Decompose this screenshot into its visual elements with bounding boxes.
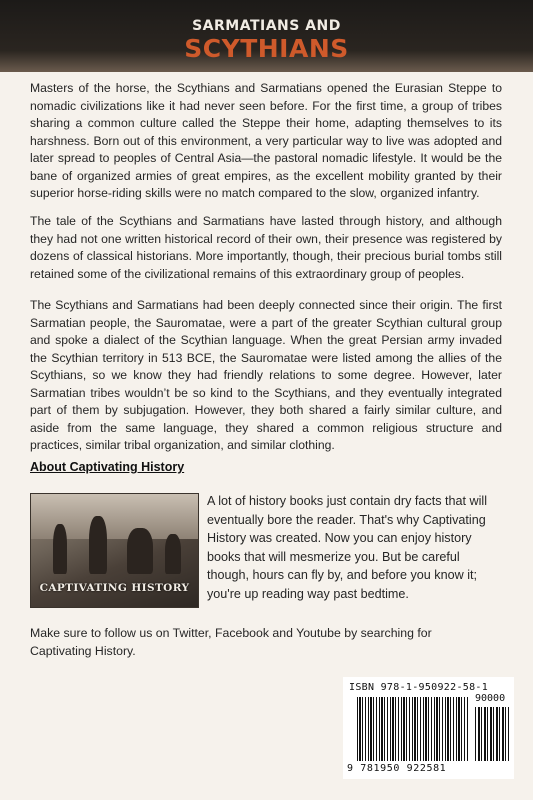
about-heading: About Captivating History xyxy=(30,460,185,474)
image-figure xyxy=(127,528,153,574)
blurb-paragraph-3: The Scythians and Sarmatians had been deeply connected since their origin. The first Sarmatian people, the Sauromatae, were a part of the greater Scythian cultural group and spoke a dialect of the Scythian language. When the great Persian army invaded the Scythian territory in 513 BCE, the Sauromatae were listed among the allies of the Scythians, so we know they had friendly relations to some degree. However, later Sarmatian tribes wouldn’t be so kind to the Scythians, and they eventually integrated part of them by subjugation. However, they both shared a fairly similar culture, and aside from the same language, they shared a common religious structure and practices, similar tribal organization, and similar clothing. xyxy=(30,298,502,452)
price-code: 90000 xyxy=(475,693,506,704)
barcode-bars xyxy=(357,697,469,761)
blurb-paragraph-1: Masters of the horse, the Scythians and Sarmatians opened the Eurasian Steppe to nomadic civilizations like it had never seen before. For the first time, a group of tribes sharing a common culture called the Steppe their home, adapting themselves to its harshness. Born out of this environment, a very particular way to live was adopted and later spread to peoples of Central Asia—the pastoral nomadic lifestyle. It would be the bane of organized armies of great empires, as the excellent mobility granted by their superior horse-riding skills were no match compared to the slow, organized infantry. xyxy=(30,81,502,200)
image-figure xyxy=(53,524,67,574)
book-title-line-1: SARMATIANS AND xyxy=(192,18,341,34)
barcode-digits: 9 781950 922581 xyxy=(347,763,447,774)
publisher-logo-text: CAPTIVATING HISTORY xyxy=(39,582,190,594)
publisher-image xyxy=(30,493,199,608)
cover-header xyxy=(0,0,533,72)
image-figure xyxy=(89,516,107,574)
about-text: A lot of history books just contain dry facts that will eventually bore the reader. That's why Captivating History was created. Now you can enjoy history books that will mesmerize you. But be careful though, hours can fly by, and before you know it; you're up reading way past bedtime. xyxy=(207,494,487,601)
book-title-line-2: SCYTHIANS xyxy=(184,34,349,63)
barcode-panel xyxy=(343,677,514,779)
isbn-label: ISBN 978-1-950922-58-1 xyxy=(349,682,489,693)
barcode-addon-bars xyxy=(475,707,509,761)
image-figure xyxy=(165,534,181,574)
follow-text: Make sure to follow us on Twitter, Facebook and Youtube by searching for Captivating History. xyxy=(30,626,432,658)
blurb-paragraph-2: The tale of the Scythians and Sarmatians have lasted through history, and although they had not one written historical record of their own, their presence was registered by dozens of classical historians. More importantly, though, their precious burial tombs still retained some of the civilizational remains of this extraordinary group of peoples. xyxy=(30,214,502,281)
